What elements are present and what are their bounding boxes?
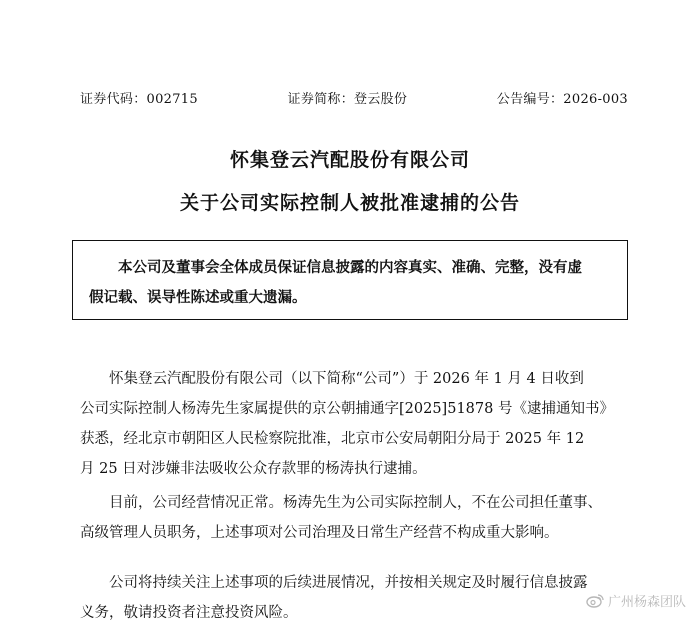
watermark <box>586 591 686 610</box>
paragraph-line: 公司将持续关注上述事项的后续进展情况，并按相关规定及时履行信息披露 <box>109 575 588 591</box>
watermark-text: 广州杨森团队 <box>607 595 686 610</box>
paragraph-line: 义务，敬请投资者注意投资风险。 <box>80 605 298 621</box>
disclaimer-box <box>72 240 628 320</box>
paragraph-line: 怀集登云汽配股份有限公司（以下简称“公司”）于 2026 年 1 月 4 日收到 <box>109 371 584 387</box>
paragraph-line: 月 25 日对涉嫌非法吸收公众存款罪的杨涛执行逮捕。 <box>80 461 427 477</box>
stock-code: 证券代码：002715 <box>80 92 198 107</box>
weibo-icon <box>586 593 604 608</box>
paragraph-arrest-notice <box>80 364 636 484</box>
paragraph-line: 目前，公司经营情况正常。杨涛先生为公司实际控制人，不在公司担任董事、 <box>109 495 602 511</box>
company-title: 怀集登云汽配股份有限公司 <box>229 149 470 171</box>
paragraph-line: 高级管理人员职务，上述事项对公司治理及日常生产经营不构成重大影响。 <box>80 525 559 541</box>
announcement-number: 公告编号：2026-003 <box>496 92 628 107</box>
paragraph-line: 获悉，经北京市朝阳区人民检察院批准，北京市公安局朝阳分局于 2025 年 12 <box>80 431 585 447</box>
stock-name: 证券简称：登云股份 <box>287 92 408 107</box>
paragraph-operations <box>80 488 636 548</box>
paragraph-risk-warning <box>80 568 636 628</box>
announcement-title: 关于公司实际控制人被批准逮捕的公告 <box>179 192 520 214</box>
disclaimer-line: 假记载、误导性陈述或重大遗漏。 <box>89 290 307 306</box>
disclaimer-line: 本公司及董事会全体成员保证信息披露的内容真实、准确、完整，没有虚 <box>118 260 582 276</box>
paragraph-line: 公司实际控制人杨涛先生家属提供的京公朝捕通字[2025]51878 号《逮捕通知书》 <box>80 401 614 417</box>
announcement-header <box>80 88 628 107</box>
